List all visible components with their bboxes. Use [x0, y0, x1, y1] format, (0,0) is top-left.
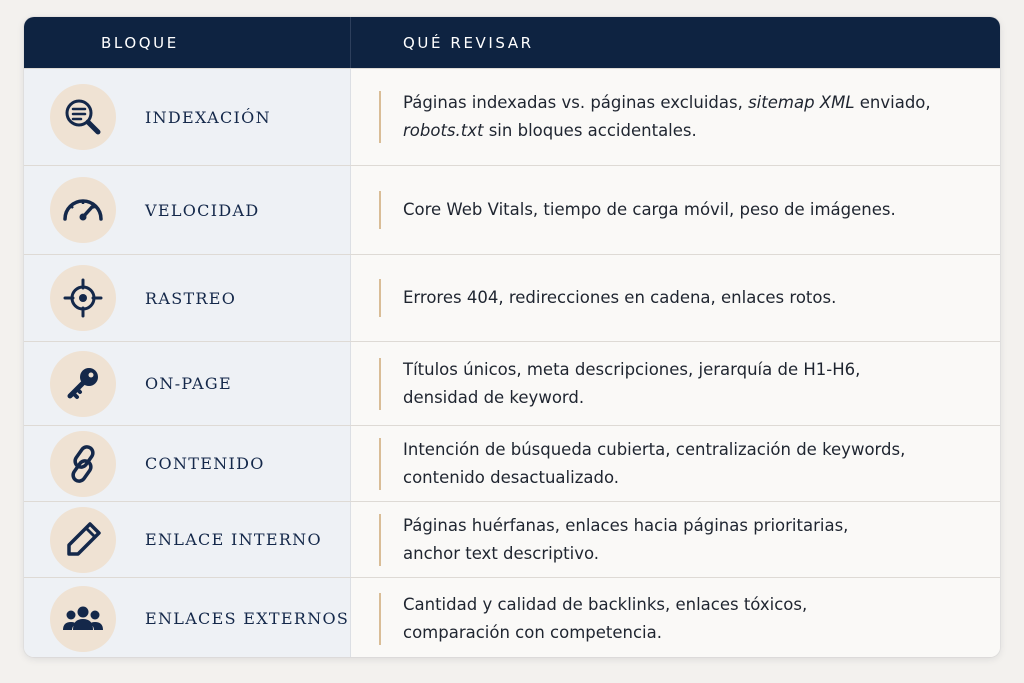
- block-description: Títulos únicos, meta descripciones, jerarquía de H1-H6, densidad de keyword.: [403, 359, 861, 407]
- accent-bar: [379, 438, 381, 490]
- accent-bar: [379, 91, 381, 143]
- accent-bar: [379, 279, 381, 317]
- table-row-enlace-interno: [24, 501, 1000, 577]
- table-row-velocidad: [24, 165, 1000, 254]
- block-description: Cantidad y calidad de backlinks, enlaces tóxicos, comparación con competencia.: [403, 594, 808, 642]
- header-check-col: QUÉ REVISAR: [403, 33, 534, 52]
- block-description: Páginas indexadas vs. páginas excluidas, sitemap XML enviado, robots.txt sin bloques accidentales.: [403, 93, 931, 140]
- block-description: Páginas huérfanas, enlaces hacia páginas prioritarias, anchor text descriptivo.: [403, 515, 849, 563]
- block-description: Errores 404, redirecciones en cadena, enlaces rotos.: [403, 288, 837, 307]
- people-group-icon: [50, 586, 116, 652]
- table-header: [24, 17, 1000, 68]
- header-block-col: BLOQUE: [24, 17, 351, 68]
- block-label: CONTENIDO: [145, 454, 265, 473]
- block-label: ENLACES EXTERNOS: [145, 609, 350, 628]
- accent-bar: [379, 514, 381, 566]
- accent-bar: [379, 191, 381, 229]
- block-label: ON-PAGE: [145, 374, 232, 393]
- accent-bar: [379, 593, 381, 645]
- table-row-contenido: [24, 425, 1000, 501]
- table-row-enlaces-externos: [24, 577, 1000, 657]
- audit-table: [24, 17, 1000, 657]
- block-label: INDEXACIÓN: [145, 107, 271, 127]
- link-icon: [50, 431, 116, 497]
- block-label: ENLACE INTERNO: [145, 530, 322, 549]
- block-label: RASTREO: [145, 288, 237, 308]
- magnifier-document-icon: [50, 84, 116, 150]
- block-label: VELOCIDAD: [145, 200, 260, 220]
- crosshair-icon: [50, 265, 116, 331]
- table-row-rastreo: [24, 254, 1000, 341]
- speedometer-icon: [50, 177, 116, 243]
- pencil-icon: [50, 507, 116, 573]
- accent-bar: [379, 358, 381, 410]
- block-description: Intención de búsqueda cubierta, centralización de keywords, contenido desactualizado.: [403, 439, 906, 487]
- table-row-indexacion: [24, 68, 1000, 165]
- table-row-on-page: [24, 341, 1000, 425]
- block-description: Core Web Vitals, tiempo de carga móvil, peso de imágenes.: [403, 200, 896, 219]
- key-icon: [50, 351, 116, 417]
